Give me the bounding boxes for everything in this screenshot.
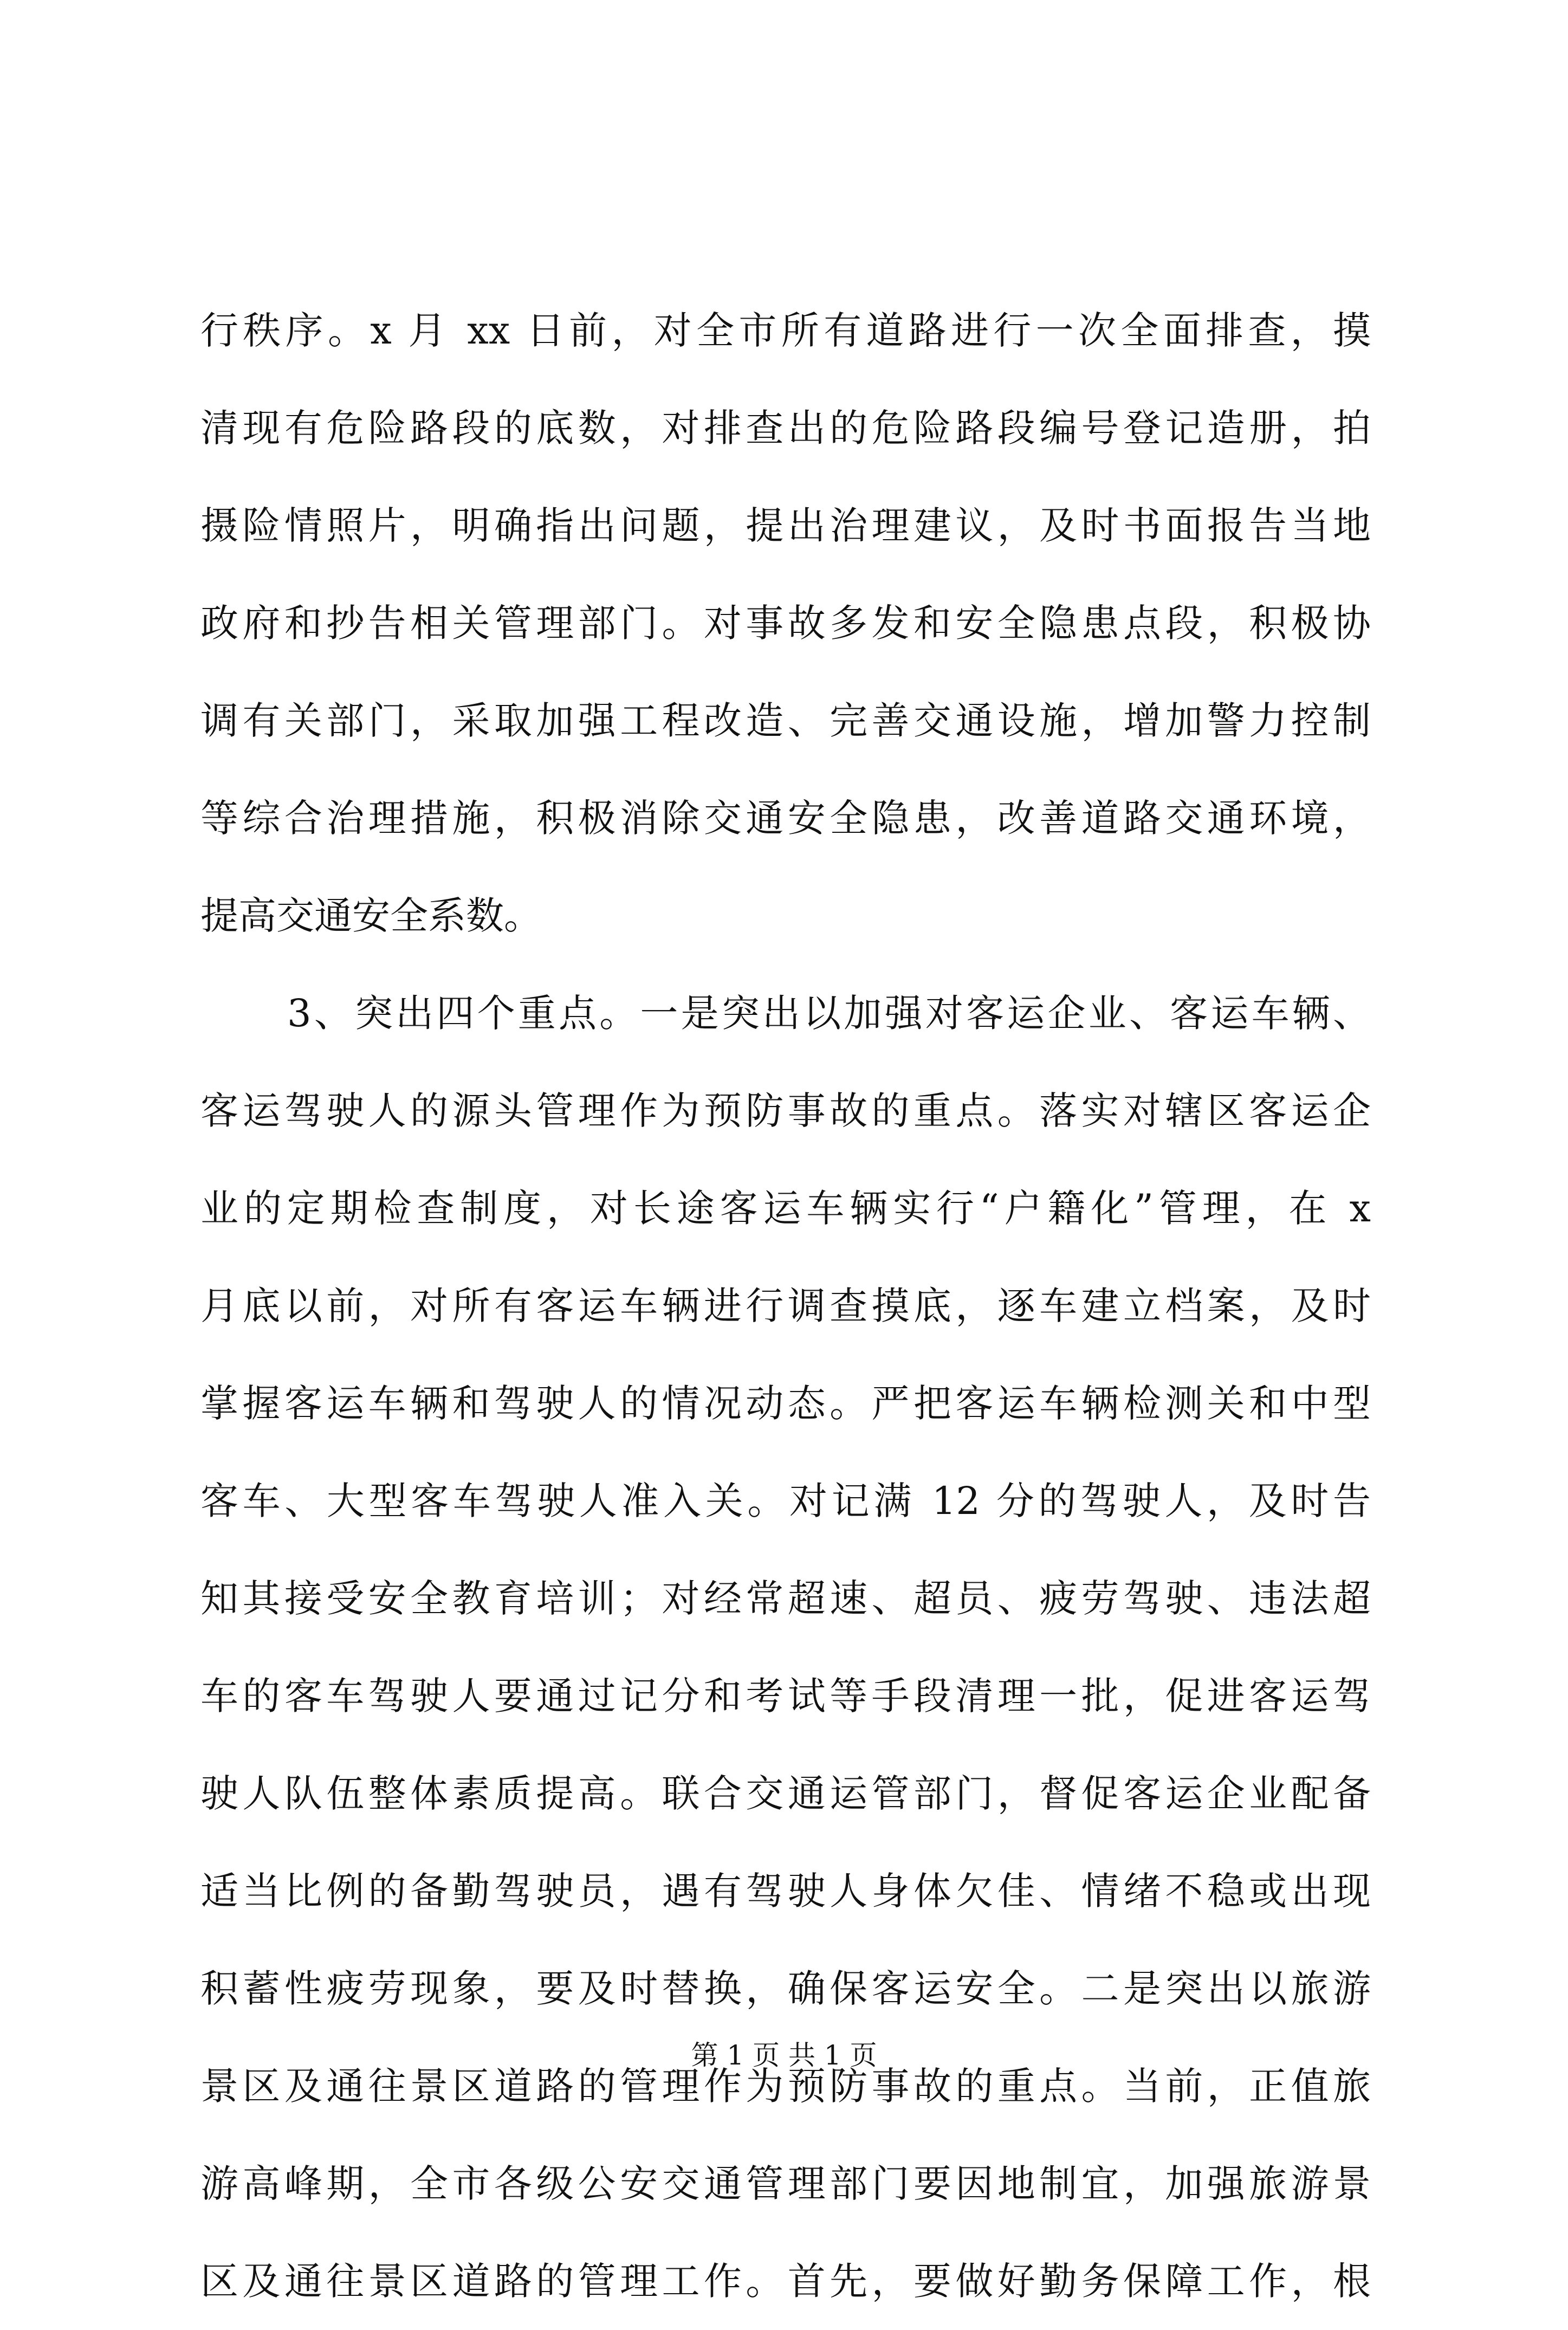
page-footer (0, 2036, 1568, 2074)
text-line: 区及通往景区道路的管理工作。首先，要做好勤务保障工作，根 (200, 2259, 1371, 2303)
text-line: 清现有危险路段的底数，对排查出的危险路段编号登记造册，拍 (200, 406, 1371, 450)
page-number: 第 1 页 共 1 页 (691, 2040, 877, 2071)
text-line: 等综合治理措施，积极消除交通安全隐患，改善道路交通环境， (200, 796, 1371, 840)
text-line: 知其接受安全教育培训；对经常超速、超员、疲劳驾驶、违法超 (200, 1576, 1371, 1621)
text-line: 调有关部门，采取加强工程改造、完善交通设施，增加警力控制 (200, 698, 1371, 743)
text-line: 适当比例的备勤驾驶员，遇有驾驶人身体欠佳、情绪不稳或出现 (200, 1869, 1371, 1913)
text-line: 游高峰期，全市各级公安交通管理部门要因地制宜，加强旅游景 (200, 2161, 1371, 2206)
text-line: 车的客车驾驶人要通过记分和考试等手段清理一批，促进客运驾 (200, 1674, 1371, 1718)
text-line: 摄险情照片，明确指出问题，提出治理建议，及时书面报告当地 (200, 503, 1371, 548)
text-line: 3、突出四个重点。一是突出以加强对客运企业、客运车辆、 (287, 991, 1371, 1035)
text-line: 积蓄性疲劳现象，要及时替换，确保客运安全。二是突出以旅游 (200, 1966, 1371, 2011)
paragraph-1 (200, 282, 1371, 965)
text-line: 政府和抄告相关管理部门。对事故多发和安全隐患点段，积极协 (200, 601, 1371, 645)
text-line: 业的定期检查制度，对长途客运车辆实行“户籍化”管理，在 x (200, 1186, 1371, 1231)
body-text (200, 282, 1371, 2330)
text-line: 景区及通往景区道路的管理作为预防事故的重点。当前，正值旅 (200, 2064, 1371, 2108)
text-line: 驶人队伍整体素质提高。联合交通运管部门，督促客运企业配备 (200, 1771, 1371, 1816)
text-line: 提高交通安全系数。 (200, 894, 542, 938)
text-line: 行秩序。x 月 xx 日前，对全市所有道路进行一次全面排查，摸 (200, 308, 1371, 353)
text-line: 客运驾驶人的源头管理作为预防事故的重点。落实对辖区客运企 (200, 1089, 1371, 1133)
text-line: 客车、大型客车驾驶人准入关。对记满 12 分的驾驶人，及时告 (200, 1479, 1371, 1523)
text-line: 掌握客运车辆和驾驶人的情况动态。严把客运车辆检测关和中型 (200, 1381, 1371, 1426)
text-line: 月底以前，对所有客运车辆进行调查摸底，逐车建立档案，及时 (200, 1284, 1371, 1328)
paragraph-2 (200, 965, 1371, 2330)
